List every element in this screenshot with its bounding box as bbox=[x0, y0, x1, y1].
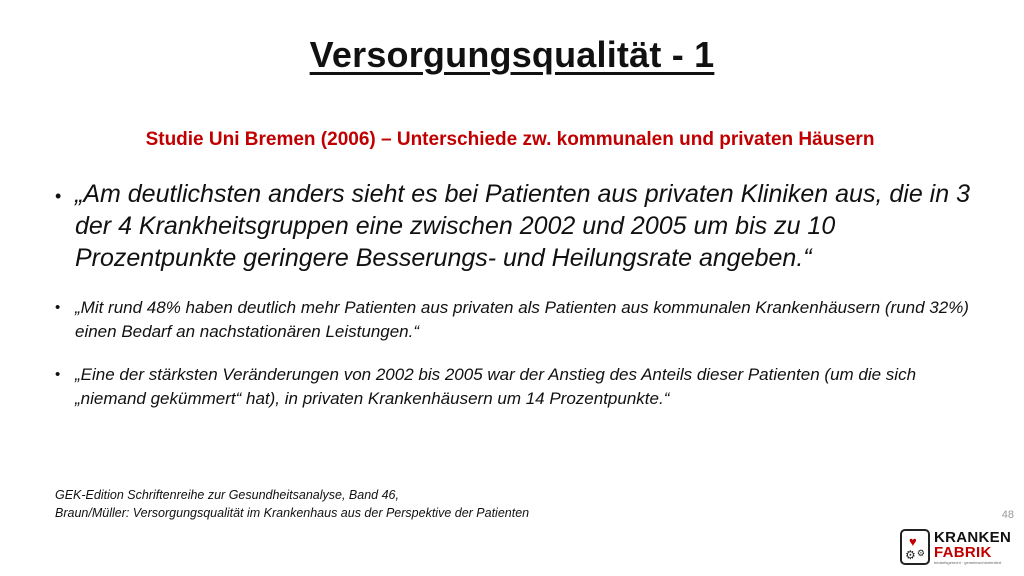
heart-icon: ♥ bbox=[909, 534, 917, 549]
source-citation bbox=[55, 486, 529, 522]
bullet-icon: • bbox=[55, 366, 61, 383]
page-number: 48 bbox=[1001, 509, 1014, 521]
source-line-2: Braun/Müller: Versorgungsqualität im Krankenhaus aus der Perspektive der Patienten bbox=[55, 506, 530, 520]
slide-title: Versorgungsqualität - 1 bbox=[309, 34, 715, 75]
bullet-text-2: „Mit rund 48% haben deutlich mehr Patienten aus privaten als Patienten aus kommunalen Krankenhäusern (rund 32%) einen Bedarf an nachstationären Leistungen.“ bbox=[75, 298, 969, 341]
bullet-item-2 bbox=[55, 296, 970, 344]
krankenfabrik-logo bbox=[900, 526, 1018, 568]
bullet-text-3: „Eine der stärksten Veränderungen von 2002 bis 2005 war der Anstieg des Anteils dieser Patienten (um die sich „niemand gekümmert“ hat), in privaten Krankenhäusern um 14 Prozentpunkte.“ bbox=[75, 365, 917, 408]
logo-word-fabrik: FABRIK bbox=[934, 543, 992, 561]
bullet-icon: • bbox=[55, 299, 61, 316]
slide-subtitle: Studie Uni Bremen (2006) – Unterschiede zw. kommunalen und privaten Häusern bbox=[145, 129, 875, 150]
bullet-item-3 bbox=[55, 363, 970, 411]
heart-gear-logo-icon bbox=[900, 529, 930, 565]
logo-wordmark bbox=[934, 530, 1011, 565]
logo-word-kranken: KRANKEN bbox=[934, 528, 1012, 546]
gear-icon: ⚙ bbox=[905, 548, 916, 562]
bullet-list bbox=[55, 178, 970, 411]
bullet-icon: • bbox=[55, 186, 62, 206]
bullet-text-1: „Am deutlichsten anders sieht es bei Patienten aus privaten Kliniken aus, die in 3 der 4 Krankheitsgruppen eine zwischen 2002 und 2005 um bis zu 10 Prozentpunkte geringere Besserungs- und Heilungsrate angeben.“ bbox=[75, 180, 970, 272]
source-line-1: GEK-Edition Schriftenreihe zur Gesundheitsanalyse, Band 46, bbox=[55, 488, 399, 502]
bullet-item-1 bbox=[55, 178, 970, 274]
logo-tagline: bedarfsgerecht · gemeinwohlorientiert bbox=[934, 559, 1002, 565]
gear-small-icon: ⚙ bbox=[916, 548, 925, 558]
